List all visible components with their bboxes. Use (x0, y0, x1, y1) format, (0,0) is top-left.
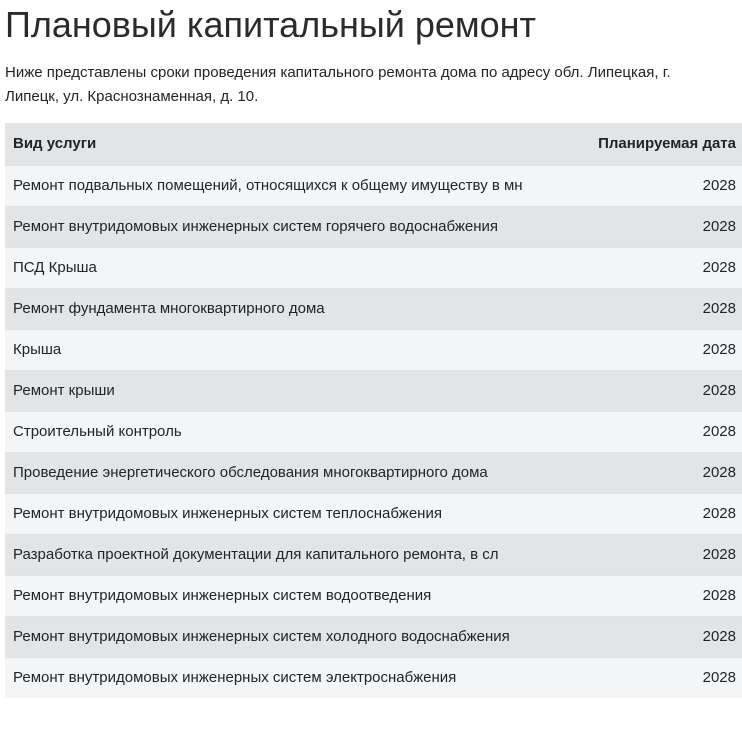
page-title: Плановый капитальный ремонт (5, 4, 536, 45)
row-service: ПСД Крыша (5, 248, 579, 289)
row-date: 2028 (579, 248, 742, 289)
table-row (5, 412, 742, 453)
row-date: 2028 (579, 412, 742, 453)
table-header (5, 123, 742, 166)
table-row (5, 289, 742, 330)
row-date: 2028 (579, 371, 742, 412)
row-date: 2028 (579, 494, 742, 535)
row-service: Ремонт подвальных помещений, относящихся к общему имуществу в мн (5, 166, 579, 207)
table-row (5, 330, 742, 371)
row-service: Ремонт внутридомовых инженерных систем теплоснабжения (5, 494, 579, 535)
header-date: Планируемая дата (579, 123, 742, 166)
row-service: Ремонт внутридомовых инженерных систем водоотведения (5, 576, 579, 617)
row-service: Ремонт внутридомовых инженерных систем горячего водоснабжения (5, 207, 579, 248)
row-date: 2028 (579, 289, 742, 330)
table-row (5, 166, 742, 207)
row-service: Ремонт внутридомовых инженерных систем холодного водоснабжения (5, 617, 579, 658)
row-date: 2028 (579, 207, 742, 248)
table-row (5, 494, 742, 535)
header-row (5, 123, 742, 166)
table-row (5, 207, 742, 248)
row-service: Проведение энергетического обследования многоквартирного дома (5, 453, 579, 494)
row-date: 2028 (579, 166, 742, 207)
table-row (5, 453, 742, 494)
table-row (5, 576, 742, 617)
row-date: 2028 (579, 535, 742, 576)
capital-repair-table (5, 123, 742, 698)
row-service: Строительный контроль (5, 412, 579, 453)
table-row (5, 371, 742, 412)
row-service: Крыша (5, 330, 579, 371)
row-service: Ремонт фундамента многоквартирного дома (5, 289, 579, 330)
row-date: 2028 (579, 576, 742, 617)
intro-text: Ниже представлены сроки проведения капитального ремонта дома по адресу обл. Липецкая, г. Липецк, ул. Краснознаменная, д. 10. (5, 64, 671, 105)
row-date: 2028 (579, 658, 742, 699)
row-date: 2028 (579, 453, 742, 494)
header-service: Вид услуги (5, 123, 579, 166)
row-service: Ремонт крыши (5, 371, 579, 412)
table-row (5, 248, 742, 289)
row-date: 2028 (579, 330, 742, 371)
table-row (5, 617, 742, 658)
row-service: Ремонт внутридомовых инженерных систем электроснабжения (5, 658, 579, 699)
row-date: 2028 (579, 617, 742, 658)
table-body (5, 166, 742, 699)
table-row (5, 658, 742, 699)
row-service: Разработка проектной документации для капитального ремонта, в сл (5, 535, 579, 576)
table-row (5, 535, 742, 576)
